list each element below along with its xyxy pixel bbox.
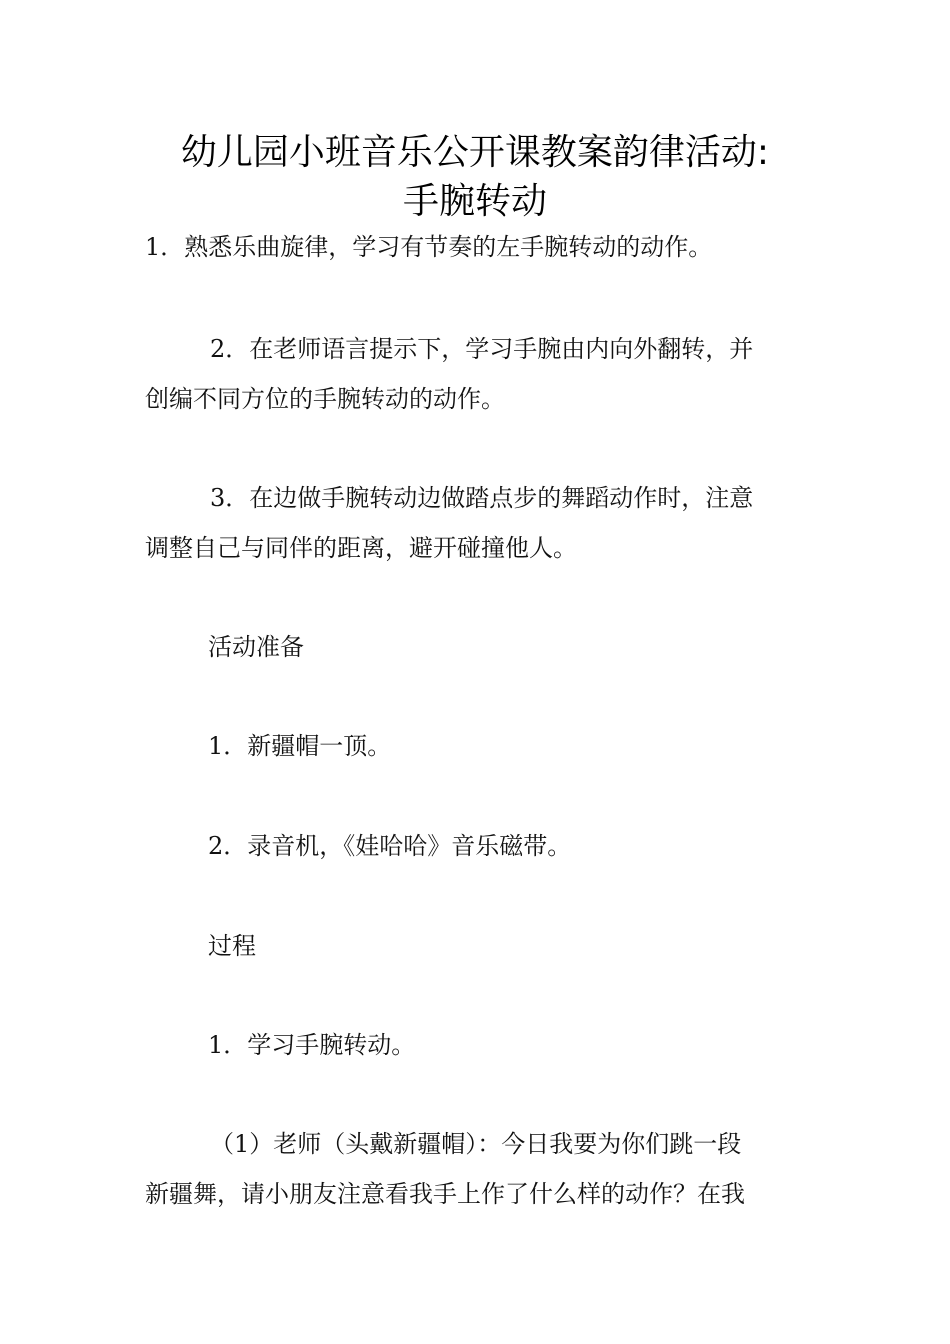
goal-2-line-1: 2．在老师语言提示下，学习手腕由内向外翻转，并 xyxy=(210,335,754,363)
preparation-item-1: 1．新疆帽一顶。 xyxy=(208,732,392,760)
document-title-line-1: 幼儿园小班音乐公开课教案韵律活动: xyxy=(180,132,770,173)
process-step-1-1-line-2: 新疆舞，请小朋友注意看我手上作了什么样的动作？在我 xyxy=(145,1180,745,1208)
process-step-1: 1．学习手腕转动。 xyxy=(208,1031,416,1059)
goal-1-paragraph: 1．熟悉乐曲旋律，学习有节奏的左手腕转动的动作。 xyxy=(145,233,713,261)
preparation-heading: 活动准备 xyxy=(208,633,304,661)
process-heading: 过程 xyxy=(208,932,256,960)
goal-3-line-1: 3．在边做手腕转动边做踏点步的舞蹈动作时，注意 xyxy=(210,484,754,512)
goal-3-line-2: 调整自己与同伴的距离，避开碰撞他人。 xyxy=(145,534,577,562)
goal-2-line-2: 创编不同方位的手腕转动的动作。 xyxy=(145,385,505,413)
document-title-line-2: 手腕转动 xyxy=(402,181,547,222)
process-step-1-1-line-1: （1）老师（头戴新疆帽）：今日我要为你们跳一段 xyxy=(210,1130,742,1158)
preparation-item-2: 2．录音机，《娃哈哈》音乐磁带。 xyxy=(208,832,572,860)
